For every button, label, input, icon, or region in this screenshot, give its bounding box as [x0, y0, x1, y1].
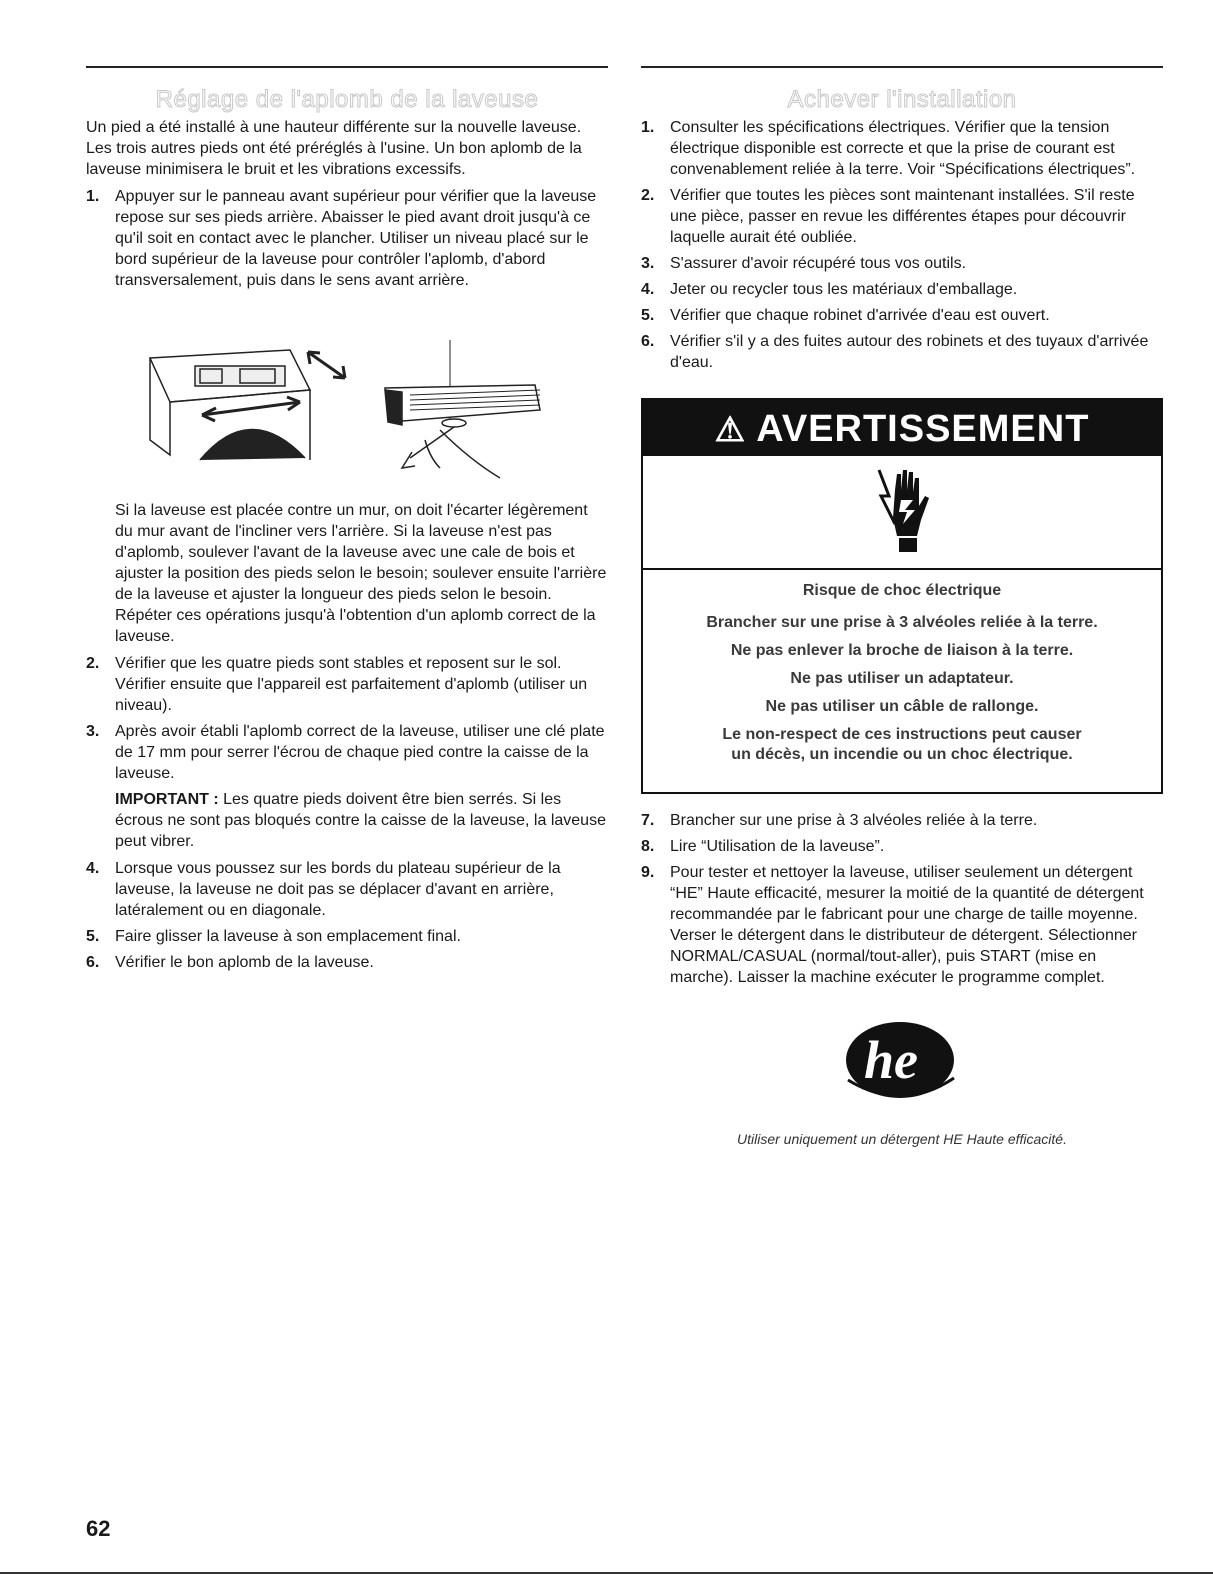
- step-number: 1.: [86, 188, 100, 205]
- electric-shock-hand-icon: [871, 466, 935, 556]
- step-text: Brancher sur une prise à 3 alvéoles reliée à la terre.: [670, 812, 1038, 829]
- list-item: [641, 279, 1163, 300]
- warning-text: [643, 570, 1161, 764]
- step-number: 9.: [641, 864, 655, 881]
- step-text: S'assurer d'avoir récupéré tous vos outils.: [670, 255, 967, 272]
- list-item: [86, 926, 608, 947]
- he-logo-icon: [842, 1018, 962, 1108]
- he-logo-text: he: [864, 1030, 918, 1090]
- list-item: [641, 810, 1163, 831]
- left-column-top: [86, 117, 608, 296]
- step-number: 8.: [641, 838, 655, 855]
- important-note: [86, 789, 608, 852]
- important-label: IMPORTANT :: [115, 791, 219, 808]
- step-text: Jeter ou recycler tous les matériaux d'emballage.: [670, 281, 1018, 298]
- list-item: [86, 952, 608, 973]
- step-text: Vérifier le bon aplomb de la laveuse.: [115, 954, 374, 971]
- right-steps-a: [641, 117, 1163, 378]
- warning-line: Le non-respect de ces instructions peut causer: [722, 726, 1082, 743]
- step-number: 6.: [86, 954, 100, 971]
- list-item: [86, 186, 608, 291]
- page-number: 62: [86, 1516, 111, 1541]
- step-number: 2.: [86, 655, 100, 672]
- step-number: 6.: [641, 333, 655, 350]
- list-item: [86, 858, 608, 921]
- warning-line: Ne pas utiliser un adaptateur.: [790, 670, 1014, 687]
- step-text: Appuyer sur le panneau avant supérieur pour vérifier que la laveuse repose sur ses pieds arrière. Abaisser le pied avant droit jusqu'à ce qu'il soit en contact avec le plancher. Utiliser un niveau placé sur le bord supérieur de la laveuse pour contrôler l'aplomb, d'abord transversalement, puis dans le sens avant arrière.: [115, 188, 597, 289]
- step-number: 3.: [641, 255, 655, 272]
- step-text: Vérifier que chaque robinet d'arrivée d'eau est ouvert.: [670, 307, 1050, 324]
- warning-icon-row: [643, 456, 1161, 570]
- he-caption: Utiliser uniquement un détergent HE Haute efficacité.: [737, 1131, 1067, 1147]
- step-text: Vérifier que les quatre pieds sont stables et reposent sur le sol. Vérifier ensuite que l'appareil est parfaitement d'aplomb (utiliser un niveau).: [115, 655, 588, 714]
- step-text: Pour tester et nettoyer la laveuse, utiliser seulement un détergent “HE” Haute efficacité, mesurer la moitié de la quantité de détergent recommandée par le fabricant pour une charge de taille moyenne. Verser le détergent dans le distributeur de détergent. Sélectionner NORMAL/CASUAL (normal/tout-aller), puis START (mise en marche). Laisser la machine exécuter le programme complet.: [670, 864, 1144, 986]
- list-item: [86, 721, 608, 784]
- step-text: Lire “Utilisation de la laveuse”.: [670, 838, 885, 855]
- step-number: 5.: [86, 928, 100, 945]
- leveling-illustration: [140, 340, 560, 490]
- warning-line: Ne pas utiliser un câble de rallonge.: [765, 698, 1039, 715]
- step-number: 3.: [86, 723, 100, 740]
- warning-line: un décès, un incendie ou un choc électrique.: [731, 746, 1073, 763]
- bottom-rule: [0, 1572, 1213, 1574]
- list-item: [641, 185, 1163, 248]
- step-number: 4.: [86, 860, 100, 877]
- warning-box: [641, 398, 1163, 794]
- warning-title: AVERTISSEMENT: [756, 408, 1090, 450]
- step-number: 5.: [641, 307, 655, 324]
- step-text: Faire glisser la laveuse à son emplacement final.: [115, 928, 461, 945]
- step-number: 2.: [641, 187, 655, 204]
- right-section-rule: [641, 66, 1163, 68]
- important-text: Les quatre pieds doivent être bien serrés. Si les écrous ne sont pas bloqués contre la caisse de la laveuse, la laveuse peut vibrer.: [115, 791, 606, 850]
- step-text: Lorsque vous poussez sur les bords du plateau supérieur de la laveuse, la laveuse ne doit pas se déplacer d'avant en arrière, latéralement ou en diagonale.: [115, 860, 561, 919]
- left-section-rule: [86, 66, 608, 68]
- left-column-bottom: [86, 500, 608, 978]
- step-number: 4.: [641, 281, 655, 298]
- list-item: [641, 117, 1163, 180]
- step-text: Vérifier que toutes les pièces sont maintenant installées. S'il reste une pièce, passer en revue les différentes étapes pour découvrir laquelle aurait été oubliée.: [670, 187, 1135, 246]
- step-text: Consulter les spécifications électriques. Vérifier que la tension électrique disponible est correcte et que la prise de courant est convenablement reliée à la terre. Voir “Spécifications électriques”.: [670, 119, 1136, 178]
- step-number: 7.: [641, 812, 655, 829]
- list-item: [86, 653, 608, 716]
- list-item: [641, 305, 1163, 326]
- step-text: Vérifier s'il y a des fuites autour des robinets et des tuyaux d'arrivée d'eau.: [670, 333, 1149, 371]
- right-steps-b: [641, 810, 1163, 993]
- list-item: [641, 253, 1163, 274]
- step-number: 1.: [641, 119, 655, 136]
- warning-line: Brancher sur une prise à 3 alvéoles reliée à la terre.: [706, 614, 1098, 631]
- warning-risk: Risque de choc électrique: [802, 582, 1002, 599]
- step1-continued: Si la laveuse est placée contre un mur, on doit l'écarter légèrement du mur avant de l'incliner vers l'arrière. Si la laveuse n'est pas d'aplomb, soulever l'avant de la laveuse avec une cale de bois et ajuster la position des pieds selon le besoin; soulever ensuite l'arrière de la laveuse et ajuster la longueur des pieds selon le besoin. Répéter ces opérations jusqu'à l'obtention d'un aplomb correct de la laveuse.: [115, 502, 607, 645]
- list-item: [641, 331, 1163, 373]
- list-item: [641, 862, 1163, 988]
- left-section-title: Réglage de l'aplomb de la laveuse: [155, 86, 539, 113]
- intro-paragraph: Un pied a été installé à une hauteur différente sur la nouvelle laveuse. Les trois autres pieds ont été préréglés à l'usine. Un bon aplomb de la laveuse minimisera le bruit et les vibrations excessifs.: [86, 119, 582, 178]
- step-text: Après avoir établi l'aplomb correct de la laveuse, utiliser une clé plate de 17 mm pour serrer l'écrou de chaque pied contre la caisse de la laveuse.: [115, 723, 605, 782]
- warning-header: [643, 400, 1161, 456]
- right-section-title: Achever l'installation: [787, 86, 1017, 113]
- warning-triangle-icon: ⚠: [714, 411, 747, 449]
- list-item: [641, 836, 1163, 857]
- warning-line: Ne pas enlever la broche de liaison à la terre.: [730, 642, 1074, 659]
